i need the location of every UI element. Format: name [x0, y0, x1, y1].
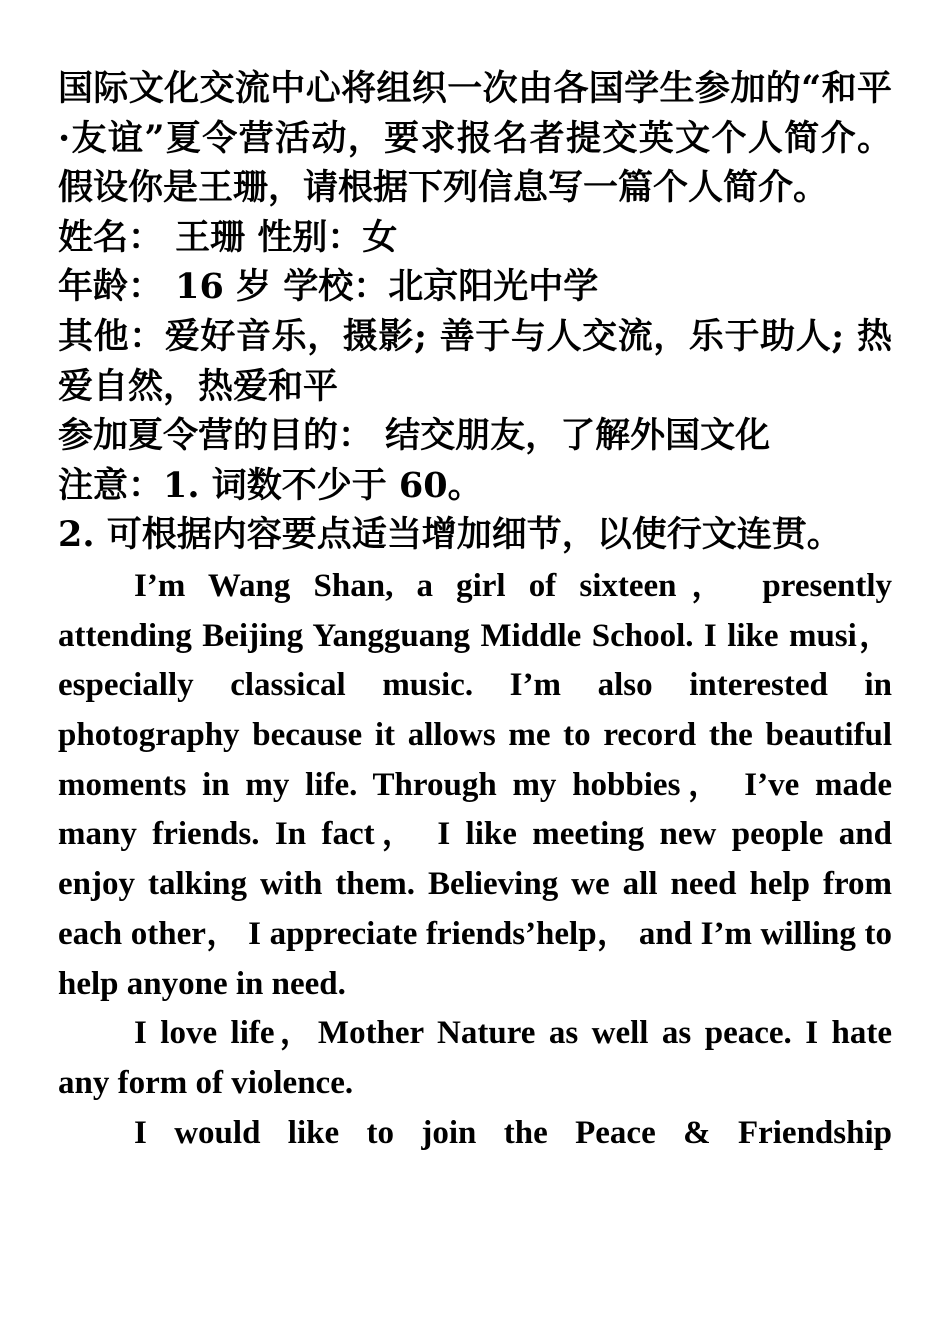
- essay-paragraph: I love life，Mother Nature as well as peace. I hate any form of violence.: [58, 1015, 892, 1101]
- sample-essay: [58, 562, 892, 1158]
- document-page: [58, 64, 892, 1158]
- prompt-intro: 国际文化交流中心将组织一次由各国学生参加的“和平·友谊”夏令营活动，要求报名者提交英文个人简介。假设你是王珊，请根据下列信息写一篇个人简介。: [58, 68, 892, 209]
- note-word-count: 注意：1. 词数不少于 60。: [58, 464, 483, 506]
- info-purpose: 参加夏令营的目的： 结交朋友，了解外国文化: [58, 415, 771, 457]
- task-prompt: [58, 64, 892, 560]
- essay-paragraph: I’m Wang Shan, a girl of sixteen， presently attending Beijing Yangguang Middle School. I like musi，especially classical music. I’m also interested in photography because it allows me to record the beautiful moments in my life. Through my hobbies， I’ve made many friends. In fact， I like meeting new people and enjoy talking with them. Believing we all need help from each other， I appreciate friends’help， and I’m willing to help anyone in need.: [58, 567, 892, 1002]
- info-name-gender: 姓名： 王珊 性别：女: [58, 216, 398, 258]
- info-other: 其他：爱好音乐，摄影; 善于与人交流，乐于助人; 热爱自然，热爱和平: [58, 315, 892, 407]
- note-details: 2. 可根据内容要点适当增加细节，以使行文连贯。: [58, 514, 842, 556]
- essay-paragraph: I would like to join the Peace & Friendship: [134, 1114, 892, 1151]
- info-age-school: 年龄： 16 岁 学校：北京阳光中学: [58, 266, 599, 308]
